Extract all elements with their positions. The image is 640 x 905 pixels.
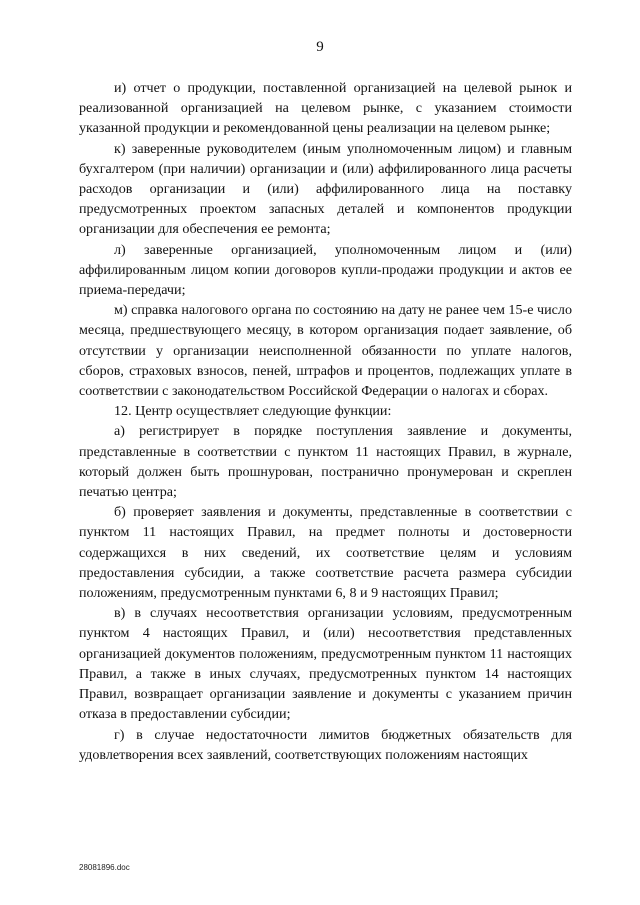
paragraph-12: 12. Центр осуществляет следующие функции:	[114, 403, 392, 420]
footer-filename: 28081896.doc	[79, 863, 130, 872]
paragraph-i: и) отчет о продукции, поставленной организацией на целевой рынок и реализованной организацией на целевом рынке, с указанием стоимости указанной продукции и рекомендованной цены реализации на целевом рынке;	[79, 80, 572, 137]
paragraph-k: к) заверенные руководителем (иным уполномоченным лицом) и главным бухгалтером (при наличии) организации и (или) аффилированного лица расчеты расходов организации и (или) аффилированного лица на поставку предусмотренных проектом запасных деталей и компонентов продукции организации для обеспечения ее ремонта;	[79, 140, 572, 238]
document-body	[79, 78, 572, 765]
paragraph-m: м) справка налогового органа по состоянию на дату не ранее чем 15-е число месяца, предшествующего месяцу, в котором организация подает заявление, об отсутствии у организации неисполненной обязанности по уплате налогов, сборов, страховых взносов, пеней, штрафов и процентов, подлежащих уплате в соответствии с законодательством Российской Федерации о налогах и сборах.	[79, 302, 572, 400]
paragraph-b: б) проверяет заявления и документы, представленные в соответствии с пунктом 11 настоящих Правил, на предмет полноты и достоверности содержащихся в них сведений, их соответствие целям и условиям предоставления субсидии, а также соответствие расчета размера субсидии положениям, предусмотренным пунктами 6, 8 и 9 настоящих Правил;	[79, 504, 572, 602]
page-number: 9	[316, 39, 324, 55]
paragraph-v: в) в случаях несоответствия организации условиям, предусмотренным пунктом 4 настоящих Правил, и (или) несоответствия представленных организацией документов положениям, предусмотренным пунктом 11 настоящих Правил, а также в иных случаях, предусмотренных пунктом 14 настоящих Правил, возвращает организации заявление и документы с указанием причин отказа в предоставлении субсидии;	[79, 605, 572, 723]
paragraph-l: л) заверенные организацией, уполномоченным лицом и (или) аффилированным лицом копии договоров купли-продажи продукции и актов ее приема-передачи;	[79, 241, 572, 299]
paragraph-g: г) в случае недостаточности лимитов бюджетных обязательств для удовлетворения всех заявлений, соответствующих положениям настоящих	[79, 726, 572, 763]
paragraph-a: а) регистрирует в порядке поступления заявление и документы, представленные в соответствии с пунктом 11 настоящих Правил, в журнале, который должен быть прошнурован, постранично пронумерован и скреплен печатью центра;	[79, 423, 572, 501]
